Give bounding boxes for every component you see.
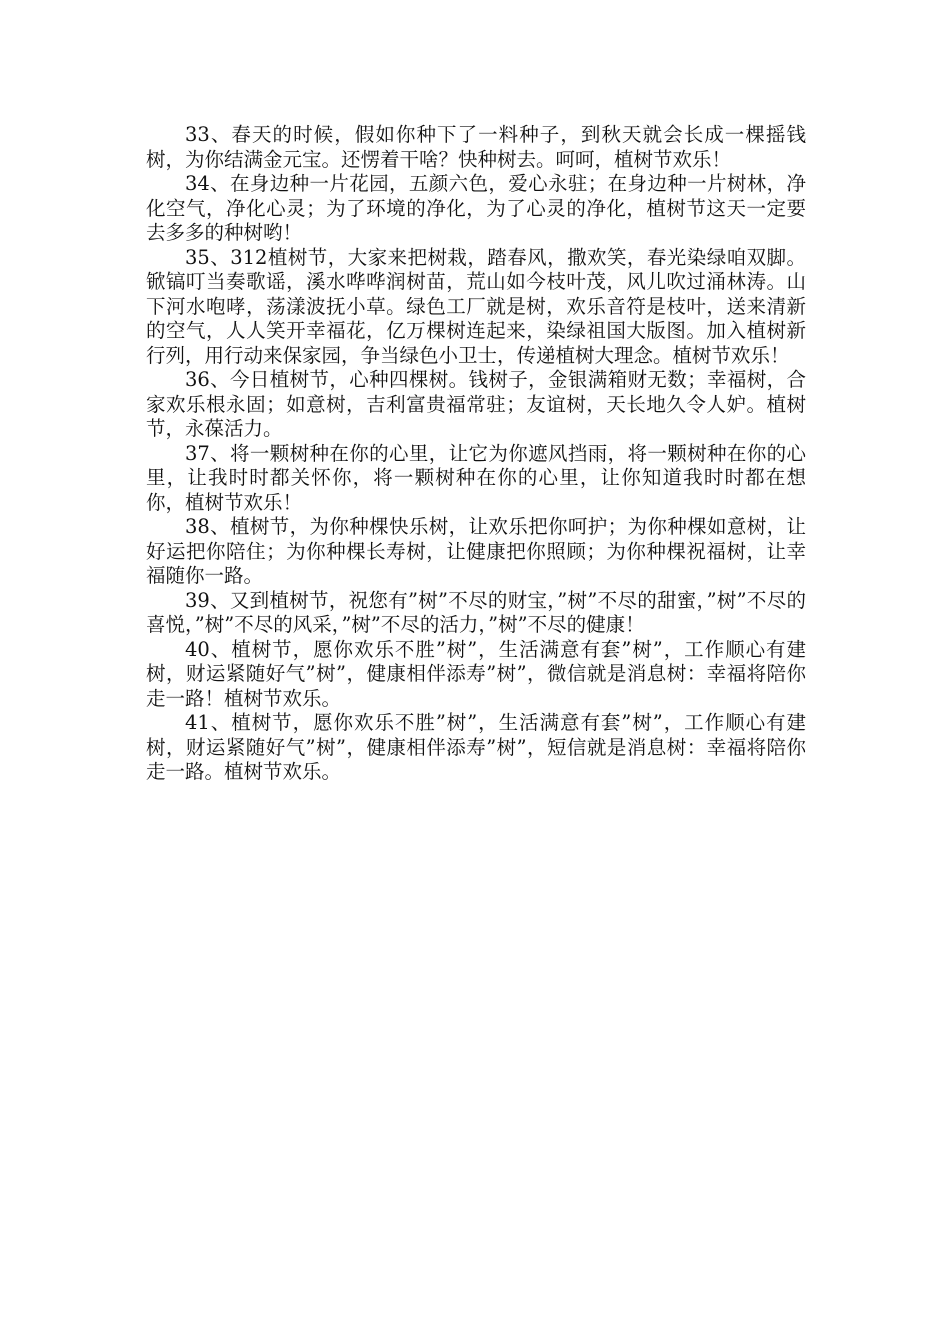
paragraph-40: 40、植树节，愿你欢乐不胜”树”，生活满意有套”树”，工作顺心有建树，财运紧随好气”树”，健康相伴添寿”树”，微信就是消息树：幸福将陪你走一路！植树节欢乐。 xyxy=(146,637,806,710)
paragraph-37: 37、将一颗树种在你的心里，让它为你遮风挡雨，将一颗树种在你的心里，让我时时都关怀你，将一颗树种在你的心里，让你知道我时时都在想你，植树节欢乐！ xyxy=(146,441,806,514)
paragraph-39: 39、又到植树节，祝您有”树”不尽的财宝，”树”不尽的甜蜜，”树”不尽的喜悦，”树”不尽的风采，”树”不尽的活力，”树”不尽的健康！ xyxy=(146,588,806,636)
paragraph-35: 35、312植树节，大家来把树栽，踏春风，撒欢笑，春光染绿咱双脚。锨镐叮当奏歌谣，溪水哗哗润树苗，荒山如今枝叶茂，风儿吹过涌林涛。山下河水咆哮，荡漾波抚小草。绿色工厂就是树，欢乐音符是枝叶，送来清新的空气，人人笑开幸福花，亿万棵树连起来，染绿祖国大版图。加入植树新行列，用行动来保家园，争当绿色小卫士，传递植树大理念。植树节欢乐！ xyxy=(146,245,806,367)
paragraph-36: 36、今日植树节，心种四棵树。钱树子，金银满箱财无数；幸福树，合家欢乐根永固；如意树，吉利富贵福常驻；友谊树，天长地久令人妒。植树节，永葆活力。 xyxy=(146,368,806,440)
paragraph-34: 34、在身边种一片花园，五颜六色，爱心永驻；在身边种一片树林，净化空气，净化心灵；为了环境的净化，为了心灵的净化，植树节这天一定要去多多的种树哟！ xyxy=(146,172,806,244)
document-body xyxy=(146,123,806,785)
paragraph-33: 33、春天的时候，假如你种下了一料种子，到秋天就会长成一棵摇钱树，为你结满金元宝。还愣着干啥？快种树去。呵呵，植树节欢乐！ xyxy=(146,123,806,171)
paragraph-38: 38、植树节，为你种棵快乐树，让欢乐把你呵护；为你种棵如意树，让好运把你陪住；为你种棵长寿树，让健康把你照顾；为你种棵祝福树，让幸福随你一路。 xyxy=(146,515,806,587)
paragraph-41: 41、植树节，愿你欢乐不胜”树”，生活满意有套”树”，工作顺心有建树，财运紧随好气”树”，健康相伴添寿”树”，短信就是消息树：幸福将陪你走一路。植树节欢乐。 xyxy=(146,711,806,783)
